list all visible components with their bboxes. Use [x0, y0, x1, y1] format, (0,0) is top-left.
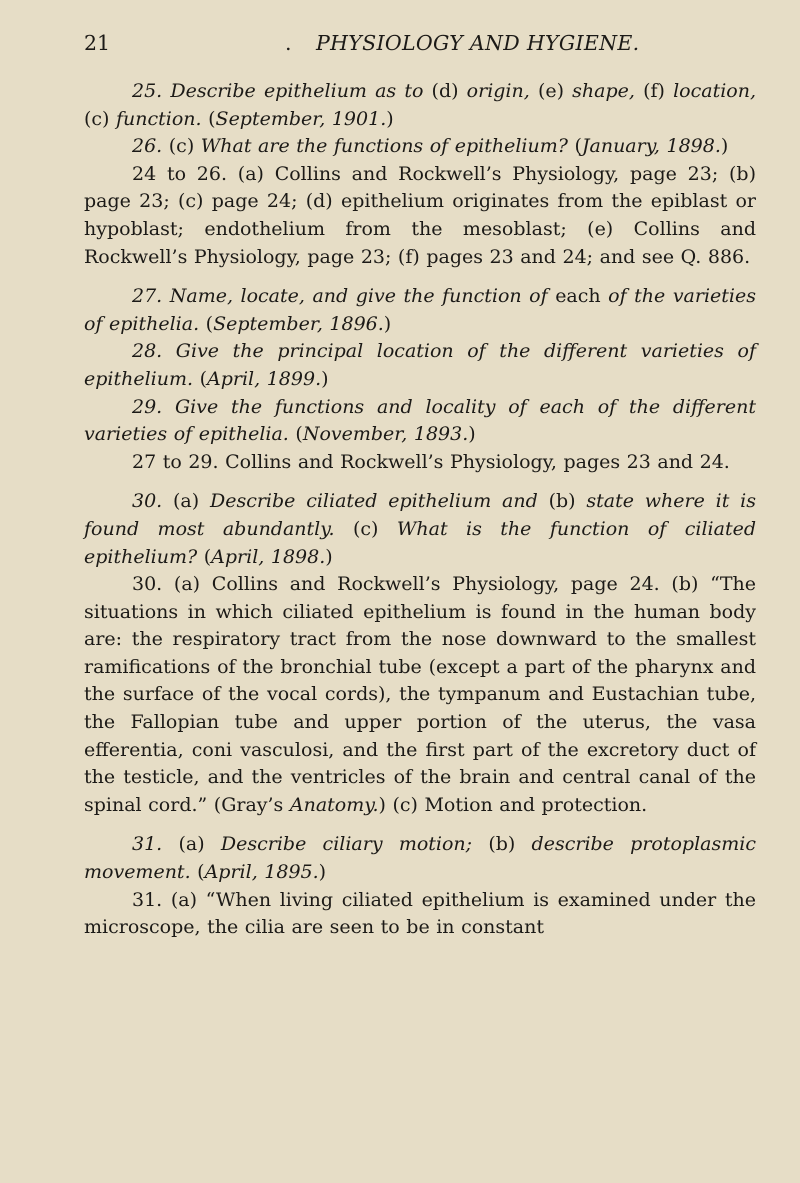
- question-29: 29. Give the functions and locality of each of the different varieties of epithelia. (November, 1893.): [84, 395, 756, 446]
- answer-30: 30. (a) Collins and Rockwell’s Physiology, page 24. (b) “The situations in which ciliated epithelium is found in the human body are: the respiratory tract from the nose downward to the smallest ramifications of the bronchial tube (except a part of the pharynx and the surface of the vocal cords), the tympanum and Eustachian tube, the Fallopian tube and upper portion of the uterus, the vasa efferentia, coni vasculosi, and the first part of the excretory duct of the testicle, and the ventricles of the brain and central canal of the spinal cord.” (Gray’s Anatomy.) (c) Motion and protection.: [84, 573, 756, 816]
- answer-24-26: 24 to 26. (a) Collins and Rockwell’s Physiology, page 23; (b) page 23; (c) page 24; (d) epithelium originates from the epiblast or hypoblast; endothelium from the mesoblast; (e) Collins and Rockwell’s Physiology, page 23; (f) pages 23 and 24; and see Q. 886.: [84, 162, 756, 268]
- page-number: 21: [84, 31, 111, 55]
- answer-27-29: 27 to 29. Collins and Rockwell’s Physiology, pages 23 and 24.: [132, 450, 730, 473]
- question-28: 28. Give the principal location of the different varieties of epithelium. (April, 1899.): [84, 340, 756, 390]
- answer-31: 31. (a) “When living ciliated epithelium is examined under the microscope, the cilia are seen to be in constant: [84, 888, 756, 939]
- question-30: 30. (a) Describe ciliated epithelium and (b) state where it is found most abundantly. (c) What is the function of ciliated epithelium? (April, 1898.): [84, 490, 756, 568]
- running-header: [84, 28, 756, 58]
- header-dot: .: [285, 31, 292, 55]
- running-title: PHYSIOLOGY AND HYGIENE.: [316, 31, 640, 55]
- question-26: 26. (c) What are the functions of epithelium? (January, 1898.): [132, 135, 729, 158]
- question-31: 31. (a) Describe ciliary motion; (b) describe protoplasmic movement. (April, 1895.): [84, 833, 756, 884]
- question-25: 25. Describe epithelium as to (d) origin, (e) shape, (f) location, (c) function. (September, 1901.): [84, 80, 756, 130]
- question-27: 27. Name, locate, and give the function of each of the varieties of epithelia. (September, 1896.): [84, 285, 756, 335]
- page-body: [84, 78, 756, 942]
